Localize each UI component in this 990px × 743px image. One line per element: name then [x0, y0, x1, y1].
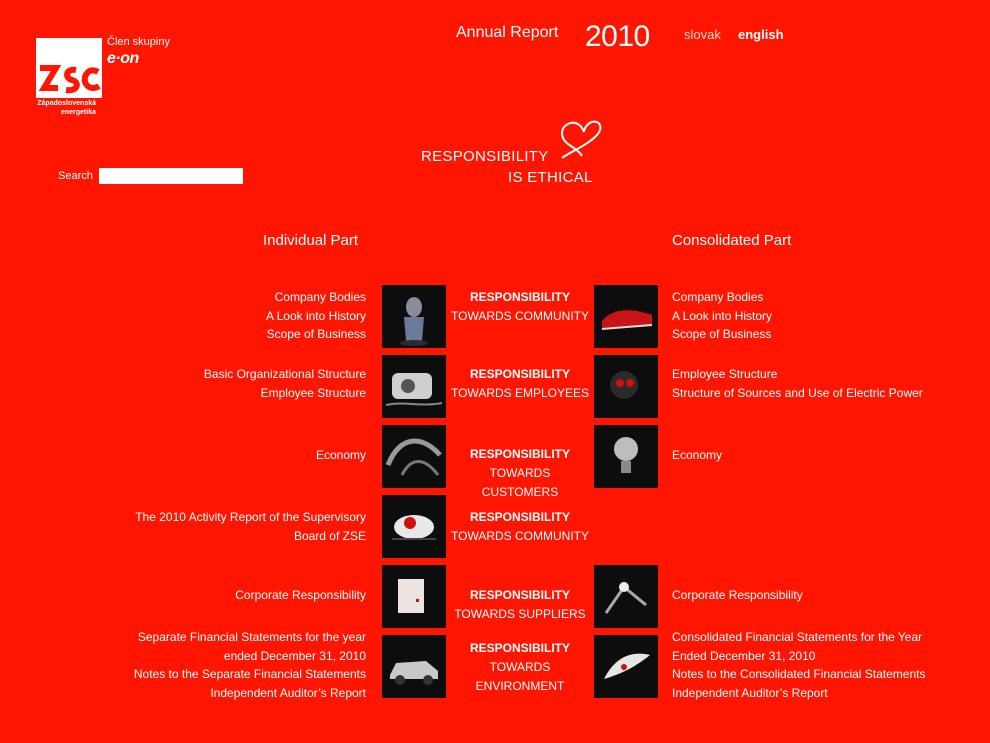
lang-slovak-link[interactable]: slovak [684, 27, 721, 42]
link-employee-structure[interactable]: Employee Structure [260, 385, 366, 400]
lang-english-link[interactable]: english [738, 27, 784, 42]
link-economy[interactable]: Economy [315, 448, 366, 462]
report-year: 2010 [585, 20, 650, 53]
individual-group-2 [204, 365, 366, 402]
link-basic-org-structure[interactable]: Basic Organizational Structure [203, 367, 366, 381]
consolidated-group-1 [672, 288, 772, 344]
link-supervisory-report[interactable]: The 2010 Activity Report of the Supervisory [135, 510, 366, 524]
car-photo-icon[interactable] [382, 635, 446, 698]
logo-subtitle: Západoslovenská energetika [37, 100, 96, 116]
search-input[interactable] [99, 168, 243, 184]
link-c-scope-of-business[interactable]: Scope of Business [672, 327, 772, 341]
link-auditor-report[interactable]: Independent Auditor’s Report [210, 685, 366, 700]
consolidated-part-heading: Consolidated Part [672, 232, 792, 249]
consolidated-group-5 [672, 628, 925, 702]
individual-group-3 [316, 446, 366, 465]
eon-logo[interactable]: e·on [107, 50, 139, 67]
individual-group-1 [266, 288, 366, 344]
individual-part-heading: Individual Part [263, 232, 359, 249]
bulb-photo-icon[interactable] [594, 425, 658, 488]
zse-logo-icon [36, 38, 102, 98]
figure-photo-icon[interactable] [382, 285, 446, 348]
link-c-fin-statements-date[interactable]: Ended December 31, 2010 [672, 648, 816, 663]
consolidated-group-3 [672, 446, 722, 465]
meter-photo-icon[interactable] [382, 355, 446, 418]
link-c-economy[interactable]: Economy [672, 448, 723, 462]
link-c-consolidated-fin-statements[interactable]: Consolidated Financial Statements for the Year [672, 630, 923, 644]
feather-photo-icon[interactable] [594, 635, 658, 698]
member-of-label: Člen skupiny [107, 36, 170, 48]
search-label: Search [58, 170, 93, 182]
glove-photo-icon[interactable] [382, 495, 446, 558]
link-separate-fin-statements-date[interactable]: ended December 31, 2010 [223, 648, 366, 663]
link-company-bodies[interactable]: Company Bodies [274, 290, 366, 304]
link-separate-fin-statements[interactable]: Separate Financial Statements for the year [137, 630, 366, 644]
tagline-line1: RESPONSIBILITY [421, 148, 549, 165]
link-scope-of-business[interactable]: Scope of Business [266, 327, 366, 341]
individual-group-4 [135, 508, 366, 545]
link-c-notes-consolidated[interactable]: Notes to the Consolidated Financial Statements [672, 667, 926, 681]
lamp-photo-icon[interactable] [594, 565, 658, 628]
resp-suppliers[interactable]: RESPONSIBILITY TOWARDS SUPPLIERS [454, 588, 586, 621]
resp-employees[interactable]: RESPONSIBILITY TOWARDS EMPLOYEES [450, 367, 590, 400]
box-photo-icon[interactable] [382, 565, 446, 628]
link-board-of-zse[interactable]: Board of ZSE [293, 528, 366, 543]
individual-group-5 [235, 586, 366, 605]
consolidated-group-2 [672, 365, 923, 402]
link-c-sources-electric-power[interactable]: Structure of Sources and Use of Electric Power [672, 385, 923, 400]
plug-photo-icon[interactable] [594, 355, 658, 418]
link-notes-separate[interactable]: Notes to the Separate Financial Statements [133, 667, 366, 681]
resp-customers[interactable]: RESPONSIBILITY TOWARDS CUSTOMERS [469, 447, 570, 499]
resp-community-2[interactable]: RESPONSIBILITY TOWARDS COMMUNITY [451, 510, 589, 543]
link-c-look-into-history[interactable]: A Look into History [672, 308, 773, 323]
link-c-employee-structure[interactable]: Employee Structure [672, 367, 778, 381]
resp-environment[interactable]: RESPONSIBILITY TOWARDS ENVIRONMENT [469, 641, 570, 693]
resp-community-1[interactable]: RESPONSIBILITY TOWARDS COMMUNITY [451, 290, 589, 323]
link-c-corporate-responsibility[interactable]: Corporate Responsibility [672, 588, 803, 602]
shoe-photo-icon[interactable] [594, 285, 658, 348]
link-c-company-bodies[interactable]: Company Bodies [672, 290, 764, 304]
individual-group-6 [134, 628, 366, 702]
tagline-line2: IS ETHICAL [508, 169, 593, 186]
link-c-auditor-report[interactable]: Independent Auditor’s Report [672, 685, 828, 700]
link-look-into-history[interactable]: A Look into History [265, 308, 366, 323]
cable-photo-icon[interactable] [382, 425, 446, 488]
consolidated-group-4 [672, 586, 803, 605]
link-corporate-responsibility[interactable]: Corporate Responsibility [235, 588, 366, 602]
report-title: Annual Report [456, 24, 559, 41]
zse-logo[interactable] [36, 38, 102, 98]
heart-icon [556, 118, 604, 162]
